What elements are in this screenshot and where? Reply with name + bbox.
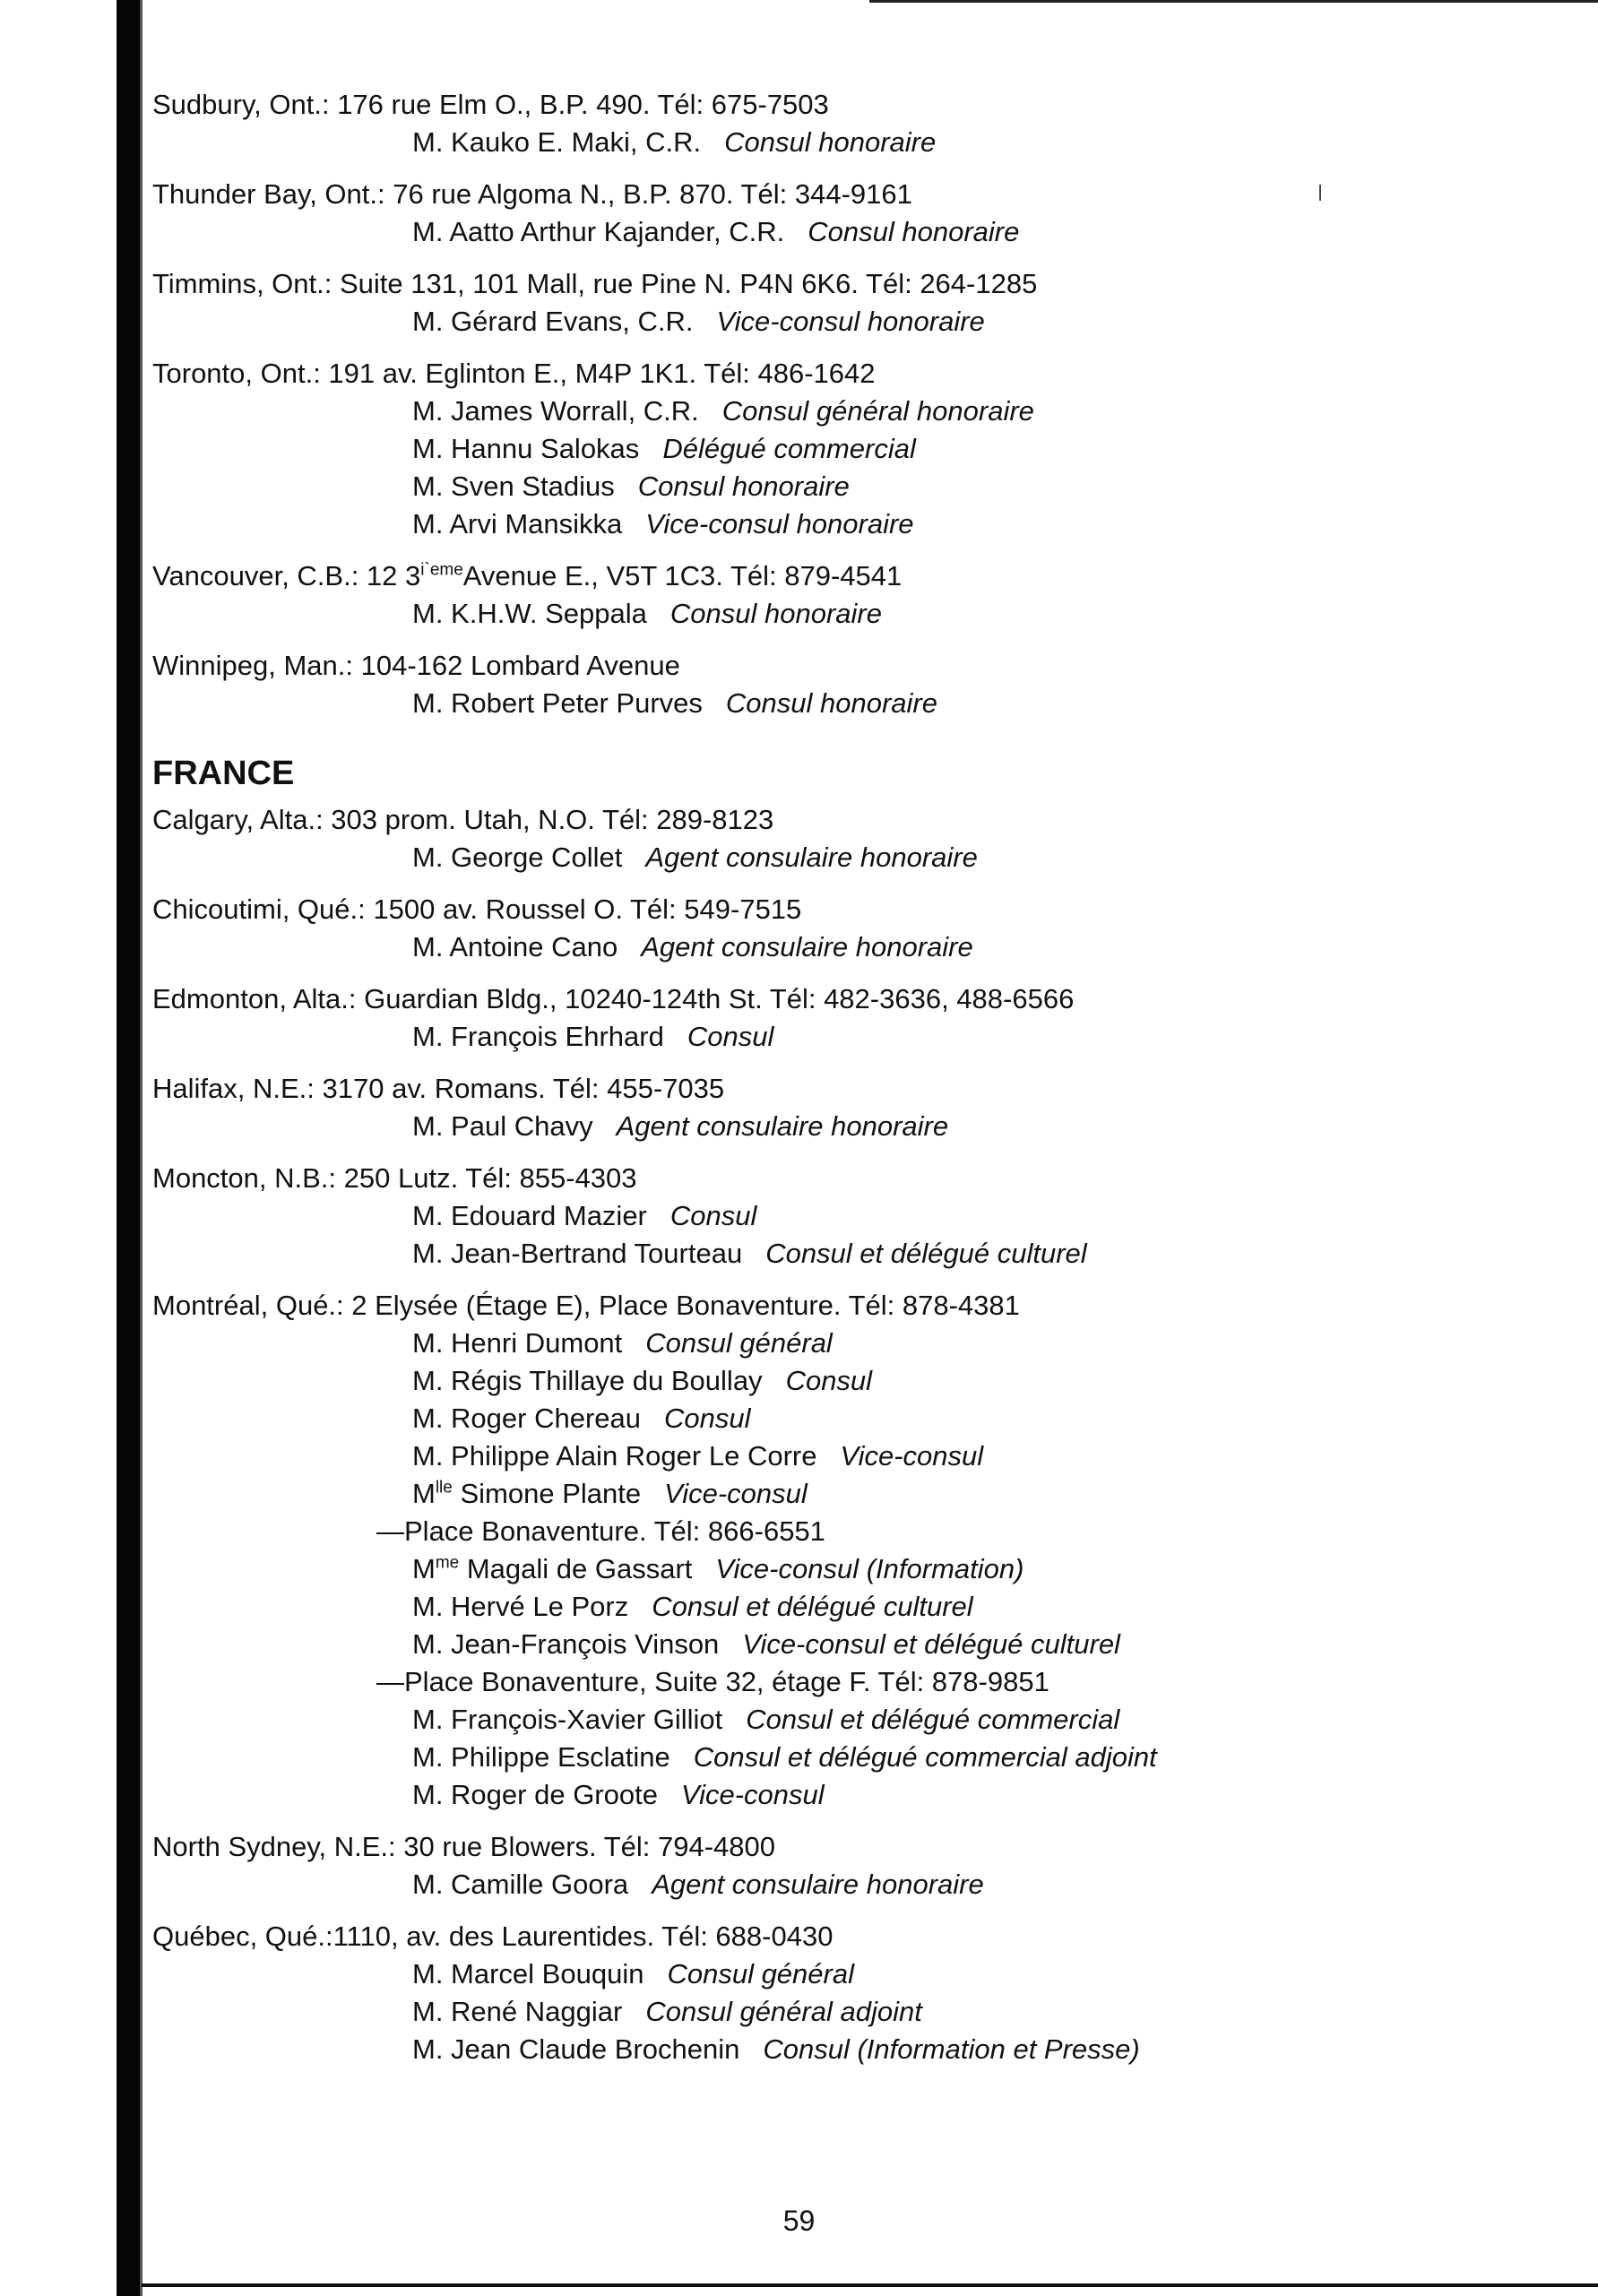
entry-north-sydney	[152, 1828, 1550, 1903]
person-title: Agent consulaire honoraire	[645, 842, 978, 873]
person-name-text: Magali de Gassart	[466, 1553, 693, 1584]
entry-person	[152, 1235, 1550, 1273]
person-title: Agent consulaire honoraire	[652, 1869, 984, 1900]
person-name: M. Kauko E. Maki, C.R.	[412, 126, 702, 158]
entry-winnipeg	[152, 647, 1550, 722]
person-name: M. Arvi Mansikka	[412, 508, 623, 539]
person-name: M. Paul Chavy	[412, 1110, 593, 1142]
person-name: M. K.H.W. Seppala	[412, 598, 647, 629]
entry-person	[152, 595, 1550, 633]
entry-person	[152, 1550, 1550, 1588]
person-name: M. Hervé Le Porz	[412, 1591, 629, 1622]
entry-person	[152, 1018, 1550, 1056]
person-name: M. Roger Chereau	[412, 1403, 642, 1434]
person-name: M. Jean-François Vinson	[412, 1628, 720, 1660]
entry-person	[152, 430, 1550, 468]
person-title: Consul et délégué culturel	[765, 1238, 1087, 1269]
person-title: Agent consulaire honoraire	[641, 931, 973, 962]
entry-halifax	[152, 1070, 1550, 1145]
entry-person	[152, 1362, 1550, 1400]
entry-thunder-bay	[152, 176, 1550, 251]
entry-person	[152, 1588, 1550, 1626]
entry-address	[152, 557, 1550, 595]
entry-vancouver	[152, 557, 1550, 633]
page-number: 59	[782, 2205, 816, 2237]
entry-quebec	[152, 1918, 1550, 2068]
person-name	[412, 1553, 692, 1584]
person-name: M. Philippe Esclatine	[412, 1741, 670, 1773]
person-title: Consul général adjoint	[645, 1996, 922, 2027]
entry-person	[152, 393, 1550, 430]
person-title: Consul honoraire	[669, 598, 882, 629]
entry-person	[152, 505, 1550, 543]
entry-person	[152, 1400, 1550, 1437]
person-title: Consul et délégué commercial	[746, 1704, 1120, 1735]
person-title: Consul général	[645, 1327, 833, 1359]
address-ordinal-suffix: i`eme	[420, 560, 463, 580]
section-heading-france: FRANCE	[152, 755, 295, 792]
entry-person	[152, 303, 1550, 341]
entry-person	[152, 1739, 1550, 1776]
entry-address: Edmonton, Alta.: Guardian Bldg., 10240-124th St. Tél: 482-3636, 488-6566	[152, 983, 1075, 1014]
sub-address: —Place Bonaventure. Tél: 866-6551	[376, 1515, 825, 1547]
person-name: M. Edouard Mazier	[412, 1200, 647, 1231]
entry-address: Timmins, Ont.: Suite 131, 101 Mall, rue Pine N. P4N 6K6. Tél: 264-1285	[152, 268, 1038, 299]
person-name: M. François Ehrhard	[412, 1021, 664, 1052]
person-title: Consul (Information et Presse)	[763, 2033, 1140, 2065]
entry-person	[152, 1475, 1550, 1513]
entry-person	[152, 928, 1550, 966]
entry-person	[152, 1993, 1550, 2031]
person-name: M. René Naggiar	[412, 1996, 623, 2027]
entry-person	[152, 468, 1550, 505]
entry-person	[152, 1701, 1550, 1739]
person-title: Consul et délégué commercial adjoint	[693, 1741, 1157, 1773]
left-binding-edge	[140, 0, 143, 2296]
entry-toronto	[152, 355, 1550, 543]
entry-person	[152, 1866, 1550, 1903]
person-title: Vice-consul honoraire	[716, 306, 985, 337]
entry-person	[152, 124, 1550, 161]
person-name: M. Jean Claude Brochenin	[412, 2033, 740, 2065]
person-name: M. Robert Peter Purves	[412, 687, 703, 719]
person-title: Vice-consul	[664, 1478, 808, 1509]
person-name: M. Régis Thillaye du Boullay	[412, 1365, 763, 1396]
person-title: Vice-consul honoraire	[645, 508, 914, 539]
entry-edmonton	[152, 980, 1550, 1056]
person-title: Consul général honoraire	[721, 395, 1034, 427]
person-name: M. Henri Dumont	[412, 1327, 623, 1359]
entry-address: Chicoutimi, Qué.: 1500 av. Roussel O. Tél: 549-7515	[152, 893, 802, 925]
entry-chicoutimi	[152, 891, 1550, 966]
person-name: M. Roger de Groote	[412, 1779, 658, 1810]
honorific-prefix: M	[412, 1553, 436, 1584]
entry-address: Calgary, Alta.: 303 prom. Utah, N.O. Tél: 289-8123	[152, 804, 774, 835]
sub-address: —Place Bonaventure, Suite 32, étage F. Tél: 878-9851	[376, 1666, 1049, 1697]
entry-person	[152, 1108, 1550, 1145]
honorific-prefix: M	[412, 1478, 436, 1509]
page-content	[152, 86, 1550, 2083]
person-title: Consul	[664, 1403, 751, 1434]
person-title: Délégué commercial	[662, 433, 916, 464]
person-name: M. Camille Goora	[412, 1869, 629, 1900]
person-title: Consul honoraire	[808, 216, 1020, 247]
entry-montreal	[152, 1287, 1550, 1814]
person-title: Vice-consul et délégué culturel	[742, 1628, 1120, 1660]
person-title: Consul	[785, 1365, 873, 1396]
entry-address: Sudbury, Ont.: 176 rue Elm O., B.P. 490. Tél: 675-7503	[152, 89, 829, 120]
person-title: Consul honoraire	[637, 470, 850, 502]
person-name: M. Aatto Arthur Kajander, C.R.	[412, 216, 785, 247]
entry-person	[152, 1955, 1550, 1993]
person-name: M. Jean-Bertrand Tourteau	[412, 1238, 743, 1269]
entry-person	[152, 213, 1550, 251]
person-title: Vice-consul (Information)	[715, 1553, 1024, 1584]
person-name: M. Gérard Evans, C.R.	[412, 306, 694, 337]
person-name-text: Simone Plante	[460, 1478, 642, 1509]
address-suffix: Avenue E., V5T 1C3. Tél: 879-4541	[462, 560, 903, 591]
person-title: Consul	[687, 1021, 774, 1052]
entry-address: Halifax, N.E.: 3170 av. Romans. Tél: 455-7035	[152, 1073, 725, 1104]
person-name: M. Sven Stadius	[412, 470, 615, 502]
bottom-border-line	[142, 2283, 1598, 2287]
entry-address: Thunder Bay, Ont.: 76 rue Algoma N., B.P. 870. Tél: 344-9161	[152, 178, 912, 210]
person-name: M. Marcel Bouquin	[412, 1958, 644, 1990]
top-border-line	[869, 0, 1598, 3]
entry-address: Québec, Qué.:1110, av. des Laurentides. Tél: 688-0430	[152, 1921, 834, 1952]
person-title: Consul et délégué culturel	[652, 1591, 973, 1622]
entry-moncton	[152, 1160, 1550, 1273]
entry-person	[152, 1325, 1550, 1362]
person-title: Consul	[669, 1200, 757, 1231]
person-name: M. Philippe Alain Roger Le Corre	[412, 1440, 817, 1472]
entry-timmins	[152, 265, 1550, 341]
entry-address: Toronto, Ont.: 191 av. Eglinton E., M4P 1K1. Tél: 486-1642	[152, 358, 876, 389]
entry-person	[152, 1776, 1550, 1814]
person-title: Consul général	[667, 1958, 854, 1990]
person-name: M. James Worrall, C.R.	[412, 395, 699, 427]
left-binding-bar	[117, 0, 142, 2296]
entry-person	[152, 1626, 1550, 1663]
person-title: Vice-consul	[840, 1440, 984, 1472]
honorific-suffix: lle	[435, 1478, 453, 1498]
entry-person	[152, 2031, 1550, 2068]
person-name: M. Hannu Salokas	[412, 433, 640, 464]
entry-person	[152, 685, 1550, 722]
entry-person	[152, 1437, 1550, 1475]
entry-sudbury	[152, 86, 1550, 161]
person-name: M. George Collet	[412, 842, 623, 873]
address-prefix: Vancouver, C.B.: 12 3	[152, 560, 421, 591]
honorific-suffix: me	[435, 1553, 460, 1573]
person-name: M. François-Xavier Gilliot	[412, 1704, 723, 1735]
person-name	[412, 1478, 641, 1509]
entry-address: Moncton, N.B.: 250 Lutz. Tél: 855-4303	[152, 1162, 637, 1194]
person-title: Consul honoraire	[725, 687, 937, 719]
entry-calgary	[152, 801, 1550, 876]
entry-address: North Sydney, N.E.: 30 rue Blowers. Tél: 794-4800	[152, 1831, 775, 1862]
person-title: Vice-consul	[680, 1779, 825, 1810]
person-name: M. Antoine Cano	[412, 931, 618, 962]
person-title: Consul honoraire	[724, 126, 937, 158]
person-title: Agent consulaire honoraire	[616, 1110, 949, 1142]
entry-person	[152, 1197, 1550, 1235]
entry-address: Montréal, Qué.: 2 Elysée (Étage E), Place Bonaventure. Tél: 878-4381	[152, 1290, 1020, 1321]
entry-address: Winnipeg, Man.: 104-162 Lombard Avenue	[152, 650, 680, 681]
entry-person	[152, 839, 1550, 876]
